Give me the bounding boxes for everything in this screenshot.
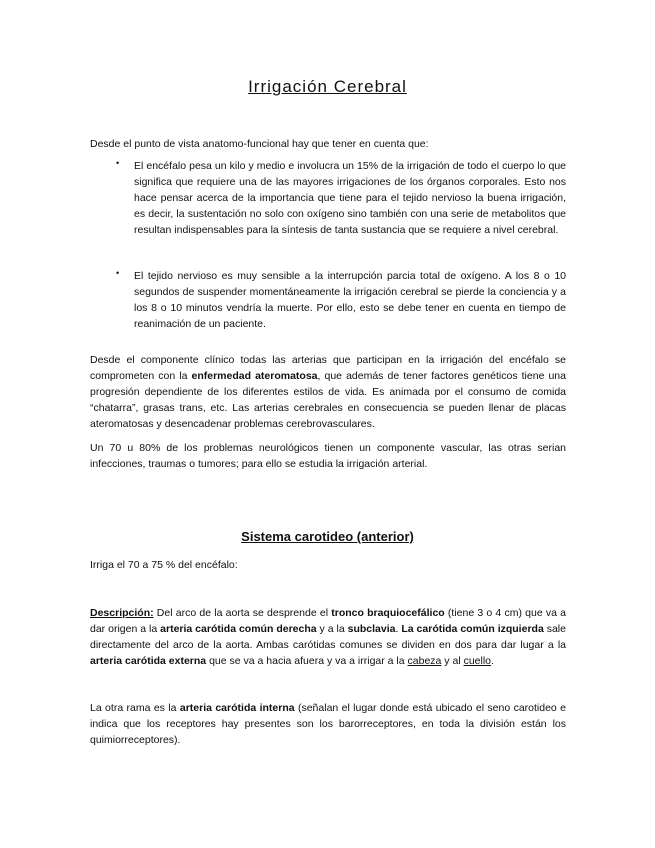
intro-paragraph: Desde el punto de vista anatomo-funcional hay que tener en cuenta que:	[90, 138, 429, 150]
bold-term: arteria carótida interna	[179, 702, 295, 714]
bold-term: enfermedad ateromatosa	[191, 370, 318, 382]
bullet-1-text: El encéfalo pesa un kilo y medio e involucra un 15% de la irrigación de todo el cuerpo lo que significa que requiere una de las mayores irrigaciones de los órganos corporales. Esto nos hace pensar acerca de la importancia que tiene para el tejido nervioso la buena irrigación, es decir, la sustentación no solo con oxígeno sino también con una serie de metabolitos que resultan indispensables para la síntesis de tanta sustancia que se requiere a nivel cerebral.	[134, 160, 566, 236]
irriga-paragraph: Irriga el 70 a 75 % del encéfalo:	[90, 559, 238, 571]
percentage-paragraph: Un 70 u 80% de los problemas neurológicos tienen un componente vascular, las otras serian infecciones, traumas o tumores; para ello se estudia la irrigación arterial.	[90, 442, 566, 470]
bullet-2-text: El tejido nervioso es muy sensible a la interrupción parcia total de oxígeno. A los 8 o 10 segundos de suspender momentáneamente la irrigación cerebral se pierde la conciencia y a los 8 o 10 minutos vendría la muerte. Por ello, esto se debe tener en cuenta en tiempo de reanimación de un paciente.	[134, 270, 566, 330]
bullet-1-symbol: •	[116, 158, 120, 168]
description-paragraph: Descripción: Del arco de la aorta se desprende el tronco braquiocefálico (tiene 3 o 4 cm) que va a dar origen a la arteria carótida común derecha y a la subclavia. La carótida común izquierda sale directamente del arco de la aorta. Ambas carótidas comunes se dividen en dos para dar lugar a la arteria carótida externa que se va a hacia afuera y va a irrigar a la cabeza y al cuello.	[90, 607, 566, 667]
description-label: Descripción:	[90, 607, 154, 619]
document-title: Irrigación Cerebral	[248, 77, 407, 96]
section-subtitle: Sistema carotideo (anterior)	[241, 529, 414, 544]
bullet-2-symbol: •	[116, 268, 120, 278]
clinical-paragraph: Desde el componente clínico todas las arterias que participan en la irrigación del encéfalo se comprometen con la enfermedad ateromatosa, que además de tener factores genéticos tiene una progresión dependiente de los diferentes estilos de vida. Es animada por el consumo de comida “chatarra”, grasas trans, etc. Las arterias cerebrales en consecuencia se pueden llenar de placas ateromatosas y desencadenar problemas cerebrovasculares.	[90, 354, 566, 430]
internal-carotid-paragraph: La otra rama es la arteria carótida interna (señalan el lugar donde está ubicado el seno carotideo e indica que los receptores hay presentes son los barorreceptores, en toda la división están los quimiorreceptores).	[90, 702, 566, 746]
